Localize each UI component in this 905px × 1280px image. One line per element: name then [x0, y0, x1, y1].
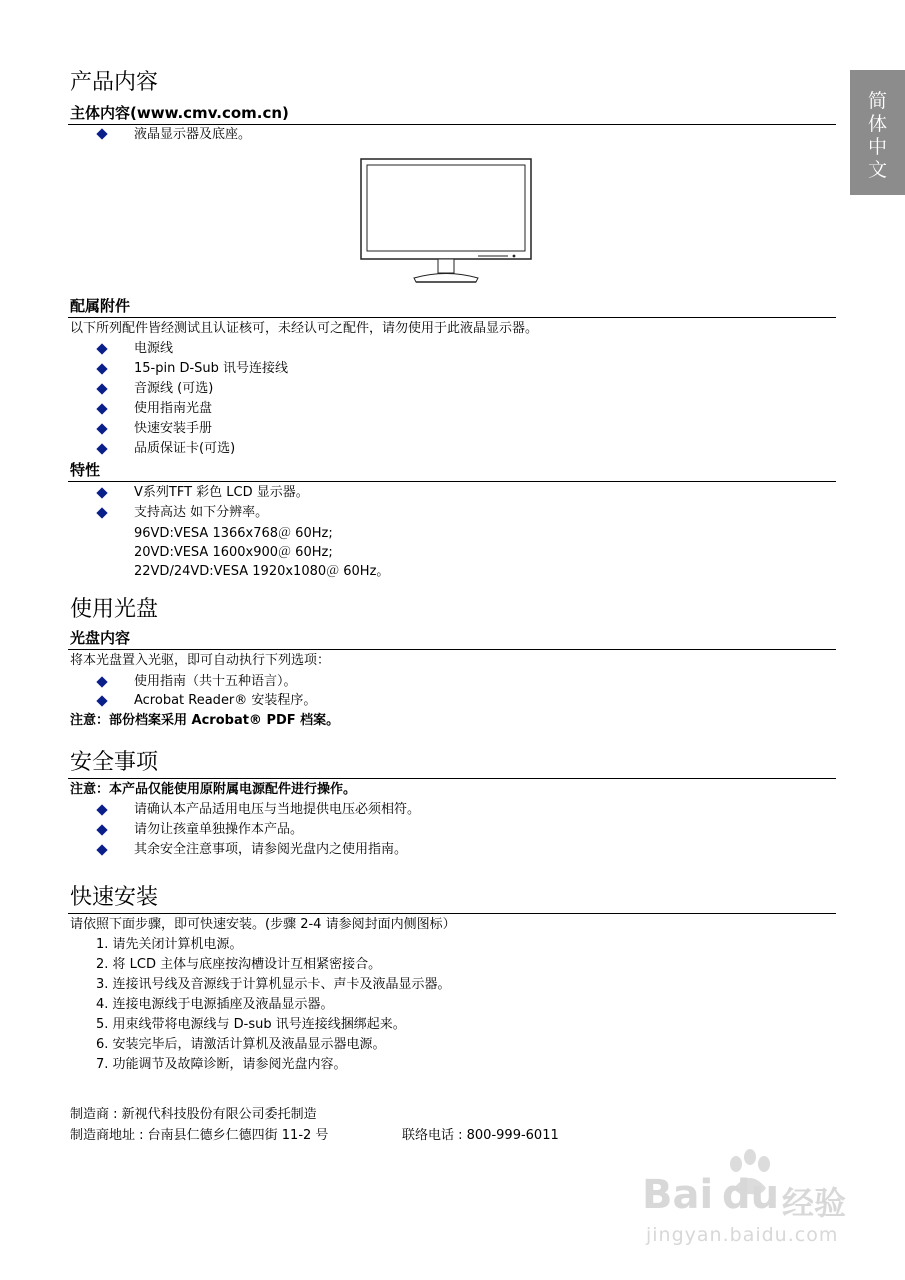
- divider: [68, 913, 836, 914]
- subsection-title-main: 主体内容(www.cmv.com.cn): [70, 104, 289, 122]
- step-item: 3. 连接讯号线及音源线于计算机显示卡、声卡及液晶显示器。: [96, 977, 451, 992]
- list-item: 电源线: [134, 341, 174, 356]
- resolution-line: 96VD:VESA 1366x768＠ 60Hz;: [134, 526, 333, 541]
- list-item: 使用指南（共十五种语言）。: [134, 674, 297, 689]
- list-item: 其余安全注意事项，请参阅光盘内之使用指南。: [134, 842, 408, 857]
- monitor-illustration: [358, 156, 534, 290]
- language-tab-char: 中: [867, 136, 887, 158]
- list-item: 音源线 (可选): [134, 381, 214, 396]
- list-item: Acrobat Reader® 安装程序。: [134, 693, 317, 708]
- bullet-icon: [96, 403, 107, 414]
- divider: [68, 317, 836, 318]
- bullet-icon: [96, 363, 107, 374]
- watermark-brand-2: du: [722, 1172, 780, 1218]
- bullet-icon: [96, 343, 107, 354]
- watermark-brand: Bai: [642, 1172, 714, 1218]
- list-item: 支持高达 如下分辨率。: [134, 505, 269, 520]
- section-title-safety: 安全事项: [70, 750, 159, 775]
- step-item: 7. 功能调节及故障诊断，请参阅光盘内容。: [96, 1057, 347, 1072]
- divider: [68, 124, 836, 125]
- footer-address: 制造商地址 : 台南县仁德乡仁德四街 11-2 号: [70, 1128, 329, 1143]
- list-item: 品质保证卡(可选): [134, 441, 236, 456]
- bullet-icon: [96, 824, 107, 835]
- baidu-watermark: [640, 1148, 870, 1248]
- bullet-icon: [96, 844, 107, 855]
- step-item: 6. 安装完毕后，请激活计算机及液晶显示器电源。: [96, 1037, 386, 1052]
- step-item: 2. 将 LCD 主体与底座按沟槽设计互相紧密接合。: [96, 957, 382, 972]
- resolution-line: 22VD/24VD:VESA 1920x1080＠ 60Hz。: [134, 564, 390, 579]
- note: 注意：部份档案采用 Acrobat® PDF 档案。: [70, 713, 340, 728]
- language-tab-char: 体: [867, 113, 887, 135]
- section-title-quick-install: 快速安装: [70, 885, 159, 910]
- bullet-icon: [96, 676, 107, 687]
- paragraph: 请依照下面步骤，即可快速安装。(步骤 2-4 请参阅封面内侧图标）: [70, 917, 456, 932]
- paragraph: 将本光盘置入光驱，即可自动执行下列选项：: [70, 653, 331, 668]
- resolution-line: 20VD:VESA 1600x900＠ 60Hz;: [134, 545, 333, 560]
- step-item: 1. 请先关闭计算机电源。: [96, 937, 243, 952]
- bullet-icon: [96, 423, 107, 434]
- bullet-icon: [96, 383, 107, 394]
- divider: [68, 778, 836, 779]
- divider: [68, 649, 836, 650]
- watermark-cn: 经验: [782, 1184, 847, 1222]
- bullet-icon: [96, 804, 107, 815]
- list-item: V系列TFT 彩色 LCD 显示器。: [134, 485, 309, 500]
- bullet-icon: [96, 443, 107, 454]
- subsection-title-features: 特性: [70, 461, 101, 479]
- language-tab-char: 简: [867, 90, 887, 112]
- language-tab-char: 文: [867, 159, 887, 181]
- bullet-icon: [96, 507, 107, 518]
- divider: [68, 481, 836, 482]
- list-item: 液晶显示器及底座。: [134, 127, 252, 142]
- list-item: 15-pin D-Sub 讯号连接线: [134, 361, 289, 376]
- list-item: 请确认本产品适用电压与当地提供电压必须相符。: [134, 802, 421, 817]
- section-title-contents: 产品内容: [70, 70, 159, 95]
- step-item: 5. 用束线带将电源线与 D-sub 讯号连接线捆绑起来。: [96, 1017, 406, 1032]
- bullet-icon: [96, 487, 107, 498]
- watermark-url: jingyan.baidu.com: [646, 1224, 839, 1246]
- step-item: 4. 连接电源线于电源插座及液晶显示器。: [96, 997, 334, 1012]
- subsection-title-cd-contents: 光盘内容: [70, 629, 131, 647]
- subsection-title-accessories: 配属附件: [70, 297, 131, 315]
- bullet-icon: [96, 695, 107, 706]
- list-item: 请勿让孩童单独操作本产品。: [134, 822, 304, 837]
- list-item: 快速安装手册: [134, 421, 213, 436]
- bullet-icon: [96, 128, 107, 139]
- language-tab: [850, 70, 905, 195]
- note: 注意：本产品仅能使用原附属电源配件进行操作。: [70, 782, 357, 797]
- footer-maker: 制造商 : 新视代科技股份有限公司委托制造: [70, 1107, 317, 1122]
- paragraph: 以下所列配件皆经测试且认证核可，未经认可之配件，请勿使用于此液晶显示器。: [70, 321, 539, 336]
- section-title-cd: 使用光盘: [70, 597, 159, 622]
- footer-phone: 联络电话 : 800-999-6011: [402, 1128, 559, 1143]
- list-item: 使用指南光盘: [134, 401, 213, 416]
